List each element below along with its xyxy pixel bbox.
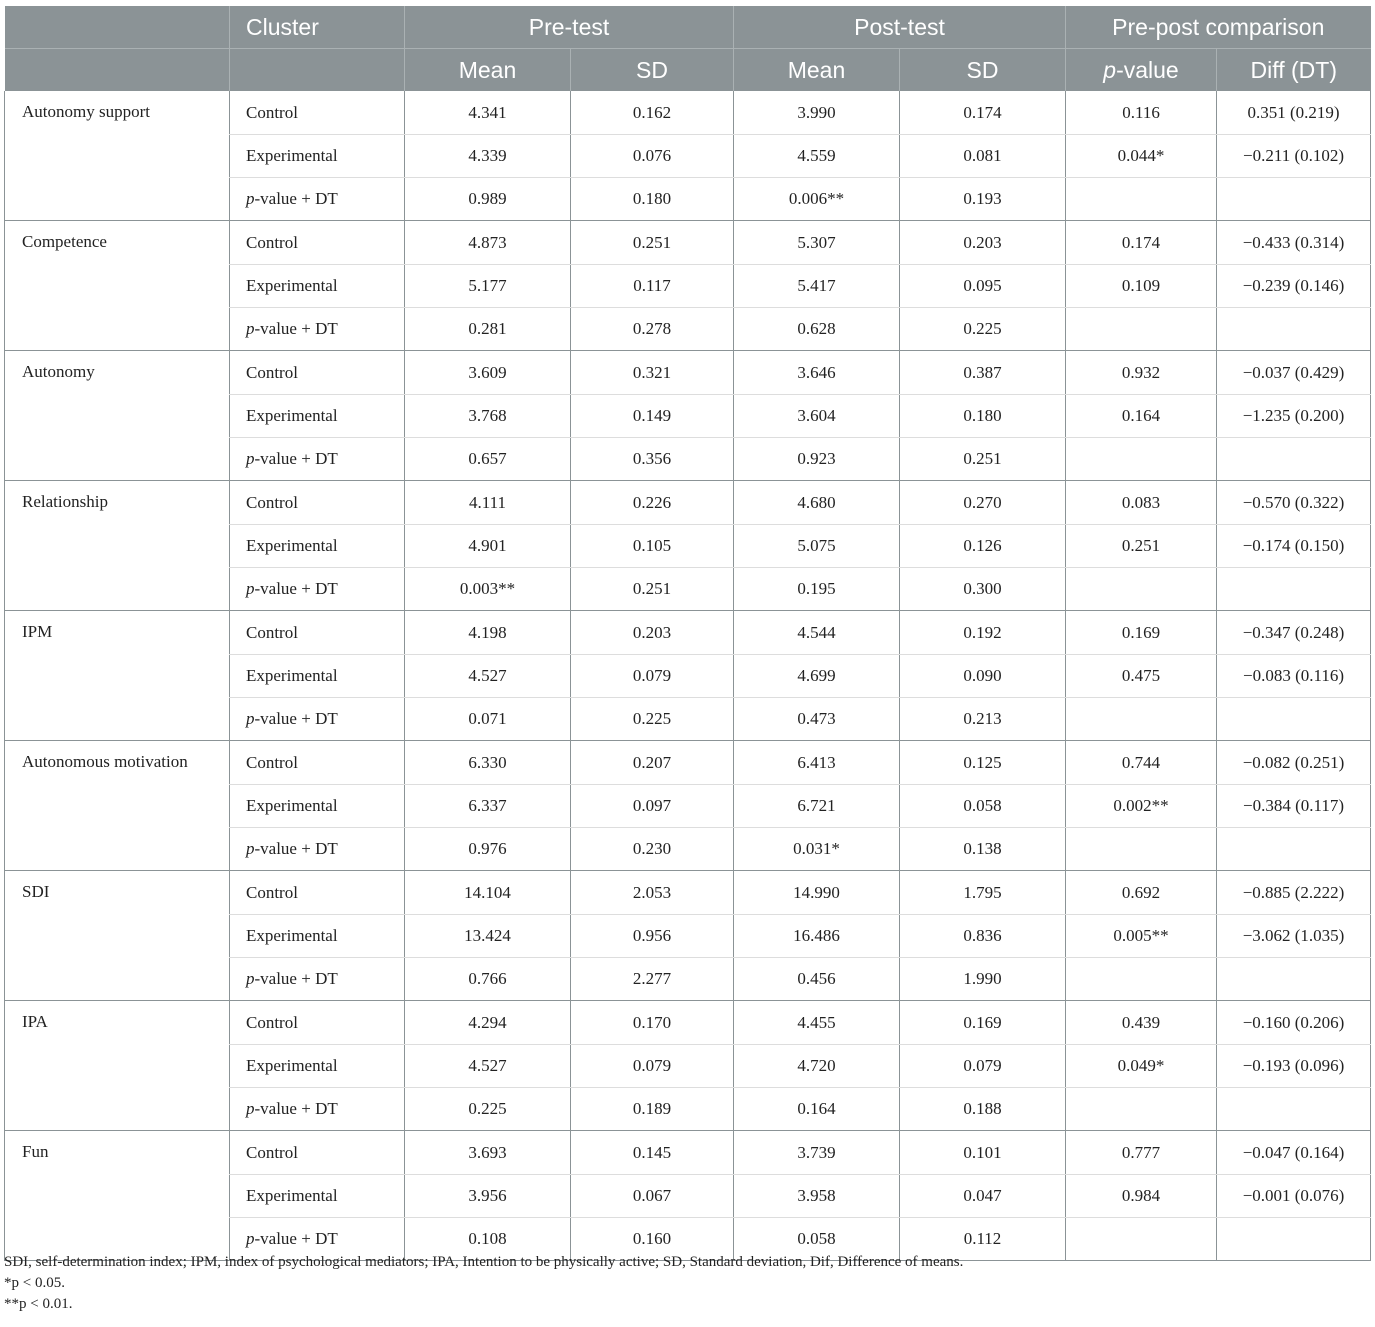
table-row — [5, 351, 1371, 395]
post-mean-cell: 0.456 — [734, 958, 900, 1001]
row-label-cell: Experimental — [230, 915, 405, 958]
diff-cell: −0.082 (0.251) — [1217, 741, 1371, 785]
pre-mean-cell: 0.225 — [405, 1088, 571, 1131]
post-sd-cell: 0.270 — [900, 481, 1066, 525]
pre-sd-cell: 0.117 — [571, 265, 734, 308]
pre-mean-cell: 0.108 — [405, 1218, 571, 1261]
pre-mean-cell: 13.424 — [405, 915, 571, 958]
diff-cell — [1217, 308, 1371, 351]
pre-sd-cell: 0.189 — [571, 1088, 734, 1131]
diff-cell: −0.885 (2.222) — [1217, 871, 1371, 915]
diff-cell: −0.174 (0.150) — [1217, 525, 1371, 568]
post-sd-cell: 0.138 — [900, 828, 1066, 871]
row-label-cell: p-value + DT — [230, 438, 405, 481]
row-label-cell: Control — [230, 1001, 405, 1045]
row-label-cell: p-value + DT — [230, 698, 405, 741]
diff-cell: −0.037 (0.429) — [1217, 351, 1371, 395]
header-blank — [5, 49, 230, 92]
pre-sd-cell: 0.105 — [571, 525, 734, 568]
pre-sd-cell: 0.203 — [571, 611, 734, 655]
footnote-abbreviations: SDI, self-determination index; IPM, index of psychological mediators; IPA, Intention to be physically active; SD, Standard deviation, Dif, Difference of means. — [4, 1254, 964, 1270]
post-sd-cell: 0.251 — [900, 438, 1066, 481]
row-label-cell: Control — [230, 221, 405, 265]
group-name-cell: SDI — [5, 871, 230, 1001]
post-sd-cell: 0.126 — [900, 525, 1066, 568]
diff-cell: −0.083 (0.116) — [1217, 655, 1371, 698]
pre-mean-cell: 3.609 — [405, 351, 571, 395]
row-label-cell: Experimental — [230, 265, 405, 308]
p-value-cell: 0.044* — [1066, 135, 1217, 178]
header-pre-sd: SD — [571, 49, 734, 92]
row-label-cell: Control — [230, 1131, 405, 1175]
p-value-cell — [1066, 1088, 1217, 1131]
diff-cell: −0.001 (0.076) — [1217, 1175, 1371, 1218]
p-value-cell — [1066, 698, 1217, 741]
pre-sd-cell: 0.149 — [571, 395, 734, 438]
diff-cell: −0.193 (0.096) — [1217, 1045, 1371, 1088]
header-post-sd: SD — [900, 49, 1066, 92]
diff-cell: −3.062 (1.035) — [1217, 915, 1371, 958]
group-name-cell: IPM — [5, 611, 230, 741]
pre-sd-cell: 0.079 — [571, 1045, 734, 1088]
p-value-cell: 0.692 — [1066, 871, 1217, 915]
results-table-container — [4, 6, 1370, 1261]
post-mean-cell: 14.990 — [734, 871, 900, 915]
footnote-p01: **p < 0.01. — [4, 1296, 73, 1312]
post-mean-cell: 0.628 — [734, 308, 900, 351]
diff-cell — [1217, 178, 1371, 221]
post-sd-cell: 0.125 — [900, 741, 1066, 785]
post-mean-cell: 3.958 — [734, 1175, 900, 1218]
diff-cell — [1217, 438, 1371, 481]
header-blank — [5, 6, 230, 49]
diff-cell: −0.570 (0.322) — [1217, 481, 1371, 525]
row-label-cell: p-value + DT — [230, 828, 405, 871]
p-value-cell: 0.439 — [1066, 1001, 1217, 1045]
row-label-cell: Experimental — [230, 525, 405, 568]
row-label-cell: Control — [230, 611, 405, 655]
pre-sd-cell: 0.251 — [571, 221, 734, 265]
post-mean-cell: 5.417 — [734, 265, 900, 308]
post-mean-cell: 3.646 — [734, 351, 900, 395]
post-mean-cell: 4.699 — [734, 655, 900, 698]
post-mean-cell: 5.075 — [734, 525, 900, 568]
table-row — [5, 481, 1371, 525]
header-diff: Diff (DT) — [1217, 49, 1371, 92]
pre-sd-cell: 0.079 — [571, 655, 734, 698]
table-row — [5, 611, 1371, 655]
diff-cell: −0.211 (0.102) — [1217, 135, 1371, 178]
post-sd-cell: 0.174 — [900, 91, 1066, 135]
diff-cell: −1.235 (0.200) — [1217, 395, 1371, 438]
pre-mean-cell: 0.766 — [405, 958, 571, 1001]
header-post-test: Post-test — [734, 6, 1066, 49]
pre-mean-cell: 4.198 — [405, 611, 571, 655]
table-row — [5, 871, 1371, 915]
footnote-p05: *p < 0.05. — [4, 1275, 65, 1291]
pre-sd-cell: 0.225 — [571, 698, 734, 741]
header-p-value: p-value — [1066, 49, 1217, 92]
diff-cell: −0.347 (0.248) — [1217, 611, 1371, 655]
footnotes — [4, 1252, 1370, 1315]
pre-sd-cell: 0.170 — [571, 1001, 734, 1045]
row-label-cell: Experimental — [230, 1045, 405, 1088]
diff-cell: 0.351 (0.219) — [1217, 91, 1371, 135]
post-mean-cell: 6.721 — [734, 785, 900, 828]
pre-mean-cell: 0.657 — [405, 438, 571, 481]
pre-mean-cell: 4.294 — [405, 1001, 571, 1045]
group-name-cell: Autonomy — [5, 351, 230, 481]
pre-mean-cell: 0.976 — [405, 828, 571, 871]
pre-mean-cell: 5.177 — [405, 265, 571, 308]
diff-cell: −0.239 (0.146) — [1217, 265, 1371, 308]
post-sd-cell: 0.192 — [900, 611, 1066, 655]
pre-mean-cell: 0.003** — [405, 568, 571, 611]
p-value-cell — [1066, 958, 1217, 1001]
p-value-cell — [1066, 828, 1217, 871]
post-sd-cell: 0.836 — [900, 915, 1066, 958]
post-sd-cell: 0.058 — [900, 785, 1066, 828]
table-row — [5, 1001, 1371, 1045]
pre-mean-cell: 6.337 — [405, 785, 571, 828]
post-mean-cell: 4.720 — [734, 1045, 900, 1088]
pre-mean-cell: 3.956 — [405, 1175, 571, 1218]
post-sd-cell: 0.188 — [900, 1088, 1066, 1131]
diff-cell — [1217, 958, 1371, 1001]
post-sd-cell: 0.112 — [900, 1218, 1066, 1261]
table-row — [5, 741, 1371, 785]
pre-sd-cell: 0.251 — [571, 568, 734, 611]
pre-mean-cell: 3.693 — [405, 1131, 571, 1175]
diff-cell — [1217, 828, 1371, 871]
pre-mean-cell: 0.071 — [405, 698, 571, 741]
pre-sd-cell: 0.226 — [571, 481, 734, 525]
post-sd-cell: 0.203 — [900, 221, 1066, 265]
post-sd-cell: 0.387 — [900, 351, 1066, 395]
pre-sd-cell: 0.356 — [571, 438, 734, 481]
header-pre-test: Pre-test — [405, 6, 734, 49]
p-value-cell: 0.083 — [1066, 481, 1217, 525]
row-label-cell: Experimental — [230, 395, 405, 438]
post-sd-cell: 0.213 — [900, 698, 1066, 741]
post-sd-cell: 0.090 — [900, 655, 1066, 698]
post-sd-cell: 0.101 — [900, 1131, 1066, 1175]
p-value-cell: 0.169 — [1066, 611, 1217, 655]
p-value-cell: 0.116 — [1066, 91, 1217, 135]
pre-mean-cell: 4.527 — [405, 655, 571, 698]
row-label-cell: Experimental — [230, 1175, 405, 1218]
post-mean-cell: 4.680 — [734, 481, 900, 525]
row-label-cell: p-value + DT — [230, 958, 405, 1001]
row-label-cell: p-value + DT — [230, 1218, 405, 1261]
diff-cell: −0.384 (0.117) — [1217, 785, 1371, 828]
pre-mean-cell: 4.341 — [405, 91, 571, 135]
p-value-cell: 0.109 — [1066, 265, 1217, 308]
header-cluster: Cluster — [230, 6, 405, 49]
p-value-cell: 0.164 — [1066, 395, 1217, 438]
pre-mean-cell: 4.339 — [405, 135, 571, 178]
row-label-cell: p-value + DT — [230, 1088, 405, 1131]
row-label-cell: Experimental — [230, 655, 405, 698]
post-sd-cell: 0.081 — [900, 135, 1066, 178]
p-value-cell: 0.174 — [1066, 221, 1217, 265]
pre-sd-cell: 0.145 — [571, 1131, 734, 1175]
pre-sd-cell: 0.230 — [571, 828, 734, 871]
pre-sd-cell: 0.162 — [571, 91, 734, 135]
header-pre-post-comparison: Pre-post comparison — [1066, 6, 1371, 49]
p-value-cell: 0.932 — [1066, 351, 1217, 395]
pre-mean-cell: 14.104 — [405, 871, 571, 915]
p-value-cell — [1066, 178, 1217, 221]
group-name-cell: Autonomous motivation — [5, 741, 230, 871]
post-mean-cell: 16.486 — [734, 915, 900, 958]
group-name-cell: Competence — [5, 221, 230, 351]
p-value-cell: 0.251 — [1066, 525, 1217, 568]
pre-sd-cell: 2.277 — [571, 958, 734, 1001]
diff-cell: −0.047 (0.164) — [1217, 1131, 1371, 1175]
pre-sd-cell: 0.160 — [571, 1218, 734, 1261]
post-sd-cell: 1.795 — [900, 871, 1066, 915]
pre-sd-cell: 0.067 — [571, 1175, 734, 1218]
p-value-cell: 0.475 — [1066, 655, 1217, 698]
row-label-cell: Control — [230, 91, 405, 135]
pre-sd-cell: 0.180 — [571, 178, 734, 221]
group-name-cell: IPA — [5, 1001, 230, 1131]
row-label-cell: Control — [230, 871, 405, 915]
pre-mean-cell: 0.989 — [405, 178, 571, 221]
post-mean-cell: 4.544 — [734, 611, 900, 655]
pre-mean-cell: 4.873 — [405, 221, 571, 265]
post-mean-cell: 0.058 — [734, 1218, 900, 1261]
table-row — [5, 91, 1371, 135]
pre-sd-cell: 2.053 — [571, 871, 734, 915]
pre-mean-cell: 3.768 — [405, 395, 571, 438]
post-mean-cell: 0.473 — [734, 698, 900, 741]
post-mean-cell: 0.031* — [734, 828, 900, 871]
header-pre-mean: Mean — [405, 49, 571, 92]
pre-mean-cell: 0.281 — [405, 308, 571, 351]
header-post-mean: Mean — [734, 49, 900, 92]
pre-mean-cell: 6.330 — [405, 741, 571, 785]
row-label-cell: Experimental — [230, 785, 405, 828]
p-value-cell — [1066, 308, 1217, 351]
post-mean-cell: 0.923 — [734, 438, 900, 481]
post-sd-cell: 1.990 — [900, 958, 1066, 1001]
row-label-cell: p-value + DT — [230, 178, 405, 221]
post-mean-cell: 3.739 — [734, 1131, 900, 1175]
pre-mean-cell: 4.111 — [405, 481, 571, 525]
diff-cell: −0.433 (0.314) — [1217, 221, 1371, 265]
p-value-cell: 0.984 — [1066, 1175, 1217, 1218]
pre-sd-cell: 0.097 — [571, 785, 734, 828]
header-blank — [230, 49, 405, 92]
row-label-cell: Experimental — [230, 135, 405, 178]
p-value-cell: 0.005** — [1066, 915, 1217, 958]
p-value-cell — [1066, 568, 1217, 611]
post-sd-cell: 0.169 — [900, 1001, 1066, 1045]
diff-cell — [1217, 568, 1371, 611]
post-sd-cell: 0.095 — [900, 265, 1066, 308]
group-name-cell: Fun — [5, 1131, 230, 1261]
pre-mean-cell: 4.527 — [405, 1045, 571, 1088]
post-mean-cell: 0.195 — [734, 568, 900, 611]
post-mean-cell: 5.307 — [734, 221, 900, 265]
post-sd-cell: 0.047 — [900, 1175, 1066, 1218]
results-table — [4, 6, 1371, 1261]
diff-cell: −0.160 (0.206) — [1217, 1001, 1371, 1045]
post-sd-cell: 0.225 — [900, 308, 1066, 351]
post-mean-cell: 6.413 — [734, 741, 900, 785]
post-sd-cell: 0.300 — [900, 568, 1066, 611]
table-row — [5, 1131, 1371, 1175]
diff-cell — [1217, 1088, 1371, 1131]
post-mean-cell: 0.006** — [734, 178, 900, 221]
post-sd-cell: 0.180 — [900, 395, 1066, 438]
table-header — [5, 6, 1371, 91]
group-name-cell: Autonomy support — [5, 91, 230, 221]
row-label-cell: p-value + DT — [230, 568, 405, 611]
table-row — [5, 221, 1371, 265]
p-value-cell: 0.049* — [1066, 1045, 1217, 1088]
pre-sd-cell: 0.207 — [571, 741, 734, 785]
table-body — [5, 91, 1371, 1261]
post-mean-cell: 4.455 — [734, 1001, 900, 1045]
diff-cell — [1217, 698, 1371, 741]
p-value-cell: 0.777 — [1066, 1131, 1217, 1175]
post-mean-cell: 3.990 — [734, 91, 900, 135]
pre-sd-cell: 0.278 — [571, 308, 734, 351]
pre-sd-cell: 0.956 — [571, 915, 734, 958]
post-mean-cell: 4.559 — [734, 135, 900, 178]
post-sd-cell: 0.193 — [900, 178, 1066, 221]
row-label-cell: Control — [230, 741, 405, 785]
p-value-cell: 0.002** — [1066, 785, 1217, 828]
pre-mean-cell: 4.901 — [405, 525, 571, 568]
p-value-cell — [1066, 438, 1217, 481]
post-mean-cell: 3.604 — [734, 395, 900, 438]
post-mean-cell: 0.164 — [734, 1088, 900, 1131]
group-name-cell: Relationship — [5, 481, 230, 611]
row-label-cell: Control — [230, 481, 405, 525]
pre-sd-cell: 0.076 — [571, 135, 734, 178]
row-label-cell: p-value + DT — [230, 308, 405, 351]
pre-sd-cell: 0.321 — [571, 351, 734, 395]
p-value-cell: 0.744 — [1066, 741, 1217, 785]
row-label-cell: Control — [230, 351, 405, 395]
post-sd-cell: 0.079 — [900, 1045, 1066, 1088]
